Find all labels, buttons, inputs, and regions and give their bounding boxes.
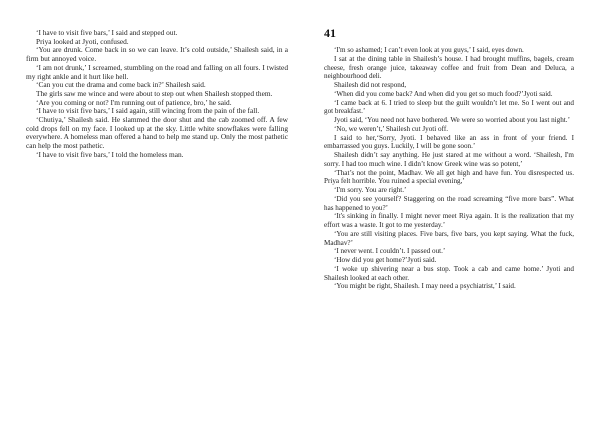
paragraph: Priya looked at Jyoti, confused. <box>36 36 129 46</box>
paragraph: ‘I am not drunk,’ I screamed, stumbling on the road and falling on all fours. I twisted my right ankle and it hurt like hell. <box>26 62 288 81</box>
paragraph: Shailesh did not respond, <box>334 81 407 89</box>
paragraph: ‘I have to visit five bars,’ I told the homeless man. <box>36 149 184 159</box>
paragraph: ‘Chutiya,’ Shailesh said. He slammed the door shut and the cab zoomed off. A few cold drops fell on my face. I looked up at the sky. Little white snowflakes were falling everywhere. A homeless man offered a hand to help me stand up. Only the most pathetic can help the most pathetic. <box>26 115 288 151</box>
chapter-heading: 41 <box>324 26 336 40</box>
left-page-text <box>26 29 288 160</box>
paragraph: ‘It's sinking in finally. I might never meet Riya again. It is the realization that my effort was a waste. It got to me yesterday.’ <box>324 212 574 229</box>
paragraph: ‘I came back at 6. I tried to sleep but the guilt wouldn’t let me. So I went out and got breakfast.’ <box>324 98 574 116</box>
paragraph: ‘When did you come back? And when did you get so much food?’Jyoti said. <box>334 89 553 98</box>
paragraph: Shailesh didn’t say anything. He just stared at me without a word. ‘Shailesh, I'm sorry. I had too much wine. I didn’t know Greek wine was so potent,’ <box>324 151 574 168</box>
paragraph: ‘Did you see yourself? Staggering on the road screaming “five more bars”. What has happened to you?’ <box>324 194 574 212</box>
paragraph: ‘Are you coming or not? I'm running out of patience, bro,’ he said. <box>36 97 232 107</box>
paragraph: I said to her,‘Sorry, Jyoti. I behaved like an ass in front of your friend. I embarrassed you guys. Luckily, I will be gone soon.’ <box>324 133 574 151</box>
paragraph: ‘I have to visit five bars,’ I said again, still wincing from the pain of the fall. <box>36 106 260 116</box>
paragraph: ‘I woke up shivering near a bus stop. Took a cab and came home.’ Jyoti and Shailesh looked at each other. <box>324 264 574 282</box>
paragraph: ‘You might be right, Shailesh. I may need a psychiatrist,’ I said. <box>334 282 516 291</box>
paragraph: The girls saw me wince and were about to step out when Shailesh stopped them. <box>36 88 273 98</box>
paragraph: ‘Can you cut the drama and come back in?’ Shailesh said. <box>36 80 206 90</box>
paragraph: ‘I never went. I couldn’t. I passed out.’ <box>334 247 446 256</box>
paragraph: ‘I have to visit five bars,’ I said and stepped out. <box>36 28 178 37</box>
paragraph: Jyoti said, ‘You need not have bothered. We were so worried about you last night.’ <box>334 116 570 124</box>
paragraph: ‘You are drunk. Come back in so we can leave. It’s cold outside,’ Shailesh said, in a firm but annoyed voice. <box>26 45 288 64</box>
paragraph: ‘I'm so ashamed; I can’t even look at you guys,’ I said, eyes down. <box>334 46 524 54</box>
paragraph: ‘You are still visiting places. Five bars, five bars, you kept saying. What the fuck, Madhav?’ <box>324 229 574 247</box>
right-page-text <box>324 46 574 291</box>
paragraph: ‘No, we weren’t,’ Shailesh cut Jyoti off. <box>334 124 449 133</box>
paragraph: ‘That’s not the point, Madhav. We all get high and have fun. You disrespected us. Priya felt horrible. You ruined a special evening,’ <box>324 168 574 186</box>
paragraph: I sat at the dining table in Shailesh’s house. I had brought muffins, bagels, cream cheese, fresh orange juice, takeaway coffee and fruit from Dean and Deluca, a neighbourhood deli. <box>324 54 574 81</box>
paragraph: ‘I'm sorry. You are right.’ <box>334 186 407 194</box>
paragraph: ‘How did you get home?’Jyoti said. <box>334 256 437 264</box>
